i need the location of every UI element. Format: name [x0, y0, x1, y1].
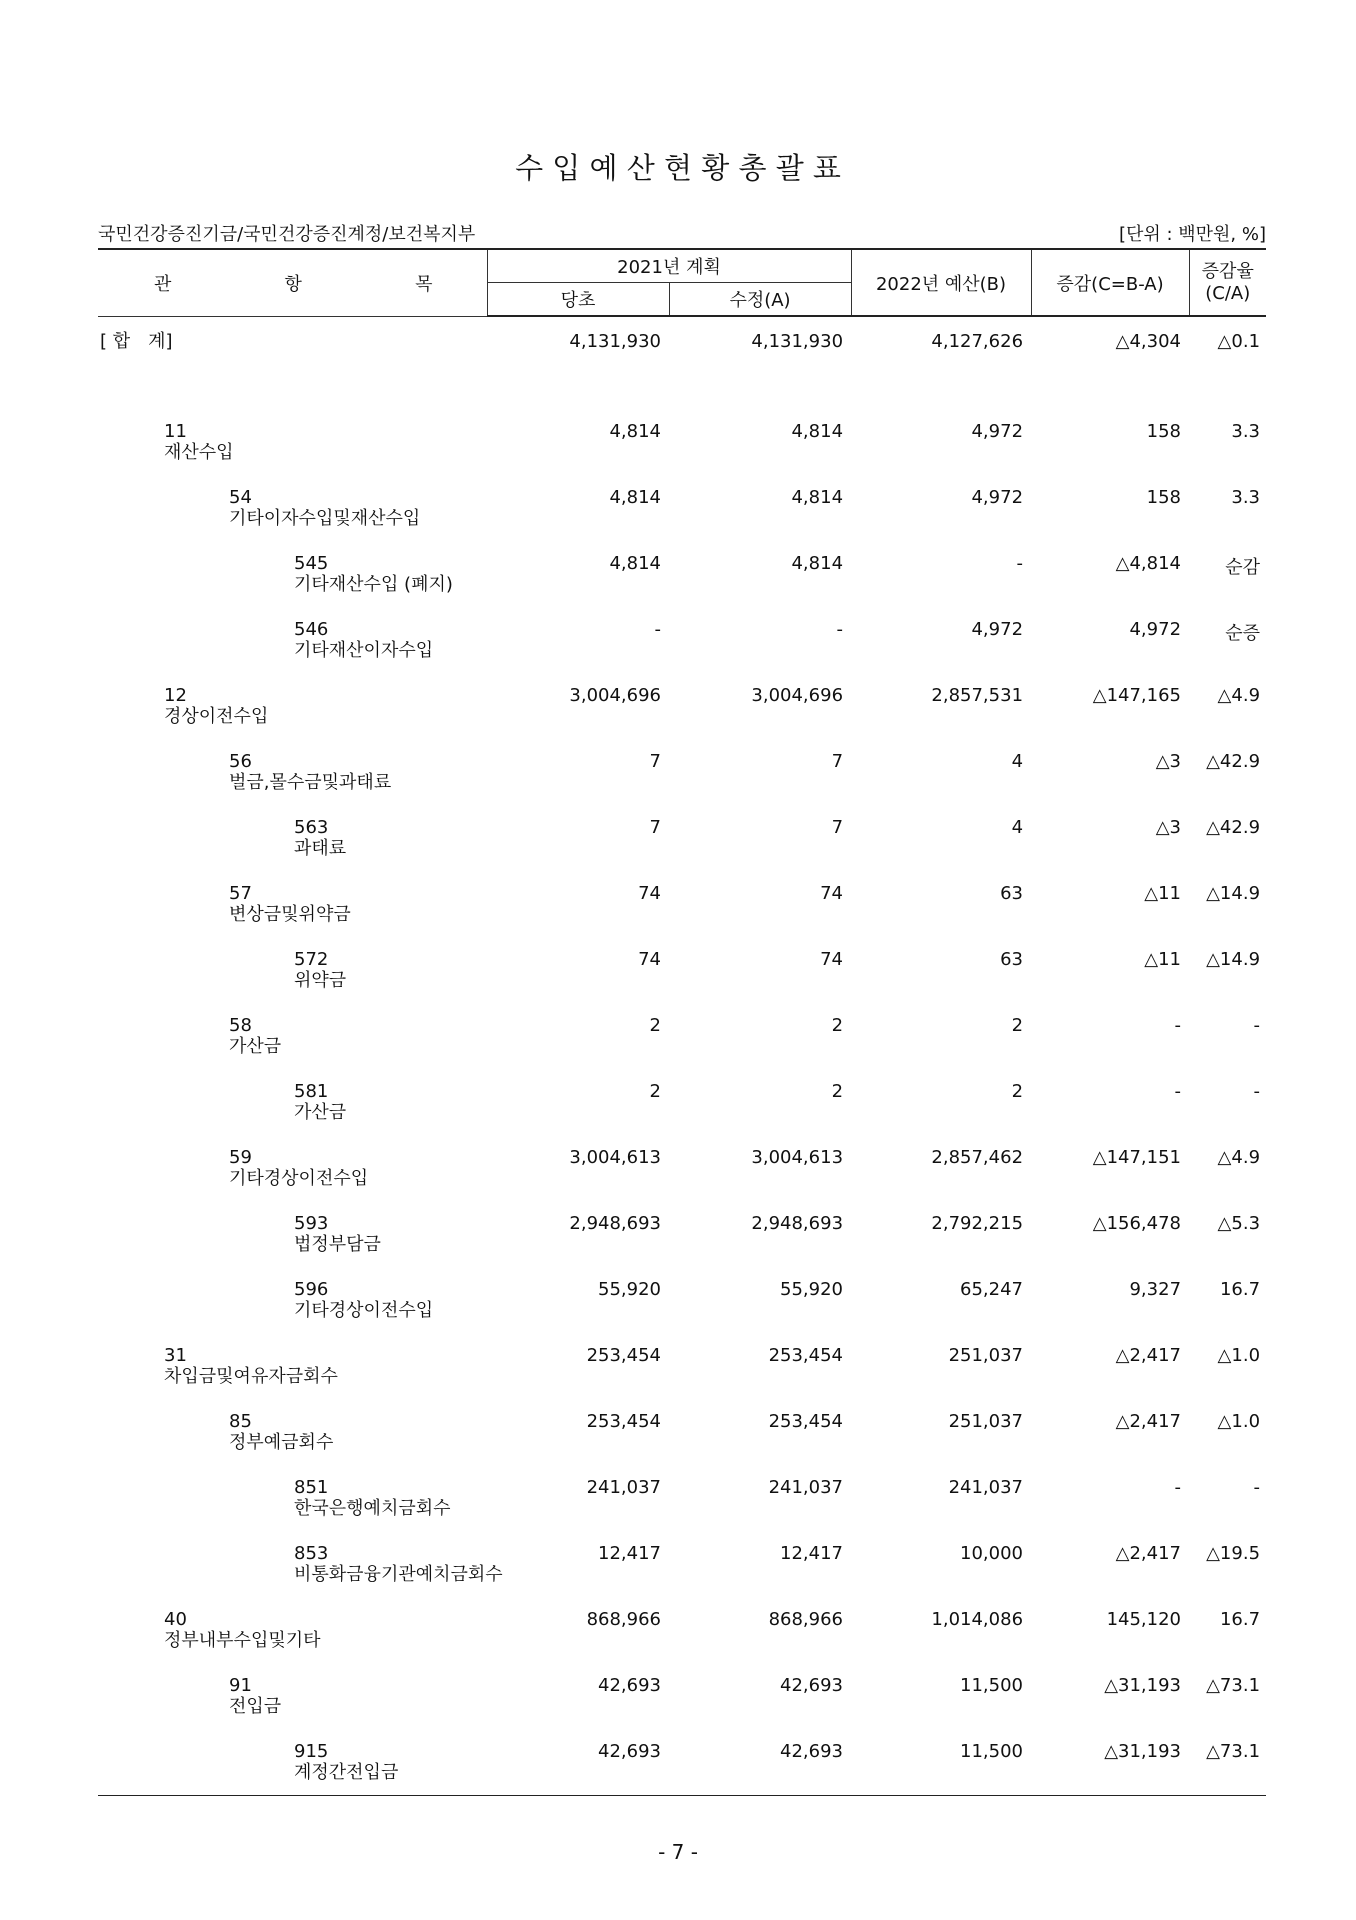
- cell-revised: 2: [831, 1015, 844, 1036]
- cell-rate: 3.3: [1231, 421, 1261, 442]
- row-classification: [98, 1133, 487, 1199]
- cell-budget: 4,972: [971, 487, 1024, 508]
- cell-budget: 63: [1000, 883, 1024, 904]
- cell-budget: 2: [1011, 1081, 1024, 1102]
- cell-revised: -: [836, 619, 844, 640]
- document-title: 수 입 예 산 현 황 총 괄 표: [515, 151, 841, 185]
- cell-budget: 65,247: [960, 1279, 1024, 1300]
- unit-note: [단위 : 백만원, %]: [1118, 224, 1266, 245]
- table-row: [98, 1265, 1266, 1331]
- header-change: 증감(C=B-A): [1031, 249, 1189, 316]
- row-label: 기타재산이자수입: [294, 640, 434, 661]
- row-code: 596: [294, 1279, 329, 1300]
- cell-change: △2,417: [1115, 1411, 1182, 1432]
- cell-change: -: [1174, 1015, 1182, 1036]
- cell-budget: 2,857,462: [931, 1147, 1024, 1168]
- cell-budget: 251,037: [948, 1345, 1024, 1366]
- cell-budget: 4,972: [971, 421, 1024, 442]
- cell-rate: △14.9: [1206, 949, 1261, 970]
- row-label: 가산금: [294, 1102, 347, 1123]
- cell-change: 145,120: [1106, 1609, 1182, 1630]
- cell-rate: △19.5: [1206, 1543, 1261, 1564]
- row-code: 853: [294, 1543, 329, 1564]
- row-classification: [98, 1595, 487, 1661]
- row-label: 가산금: [229, 1036, 282, 1057]
- cell-change: 4,972: [1129, 619, 1182, 640]
- cell-revised: 74: [820, 949, 844, 970]
- table-row: [98, 1331, 1266, 1397]
- row-label: 위약금: [294, 970, 347, 991]
- cell-original: 7: [649, 817, 661, 838]
- cell-rate: 순증: [1225, 623, 1261, 644]
- cell-rate: 순감: [1225, 557, 1261, 578]
- table-row: [98, 671, 1266, 737]
- row-classification: [98, 869, 487, 935]
- row-label: 법정부담금: [294, 1234, 381, 1255]
- cell-change: -: [1174, 1477, 1182, 1498]
- cell-original: 42,693: [487, 1727, 669, 1796]
- row-code: 31: [164, 1345, 187, 1366]
- revenue-budget-table: [98, 248, 1266, 1796]
- header-kwan: 관: [154, 273, 172, 295]
- row-code: 851: [294, 1477, 329, 1498]
- row-label: 재산수입: [164, 442, 234, 463]
- cell-budget: 2,792,215: [931, 1213, 1024, 1234]
- cell-rate: -: [1253, 1477, 1261, 1498]
- cell-change: △31,193: [1031, 1727, 1189, 1796]
- row-classification: [98, 539, 487, 605]
- row-label: 벌금,몰수금및과태료: [229, 772, 392, 793]
- cell-budget: 4,972: [971, 619, 1024, 640]
- header-revised: 수정(A): [669, 283, 851, 317]
- cell-budget: 251,037: [948, 1411, 1024, 1432]
- row-code: 58: [229, 1015, 252, 1036]
- row-code: 57: [229, 883, 252, 904]
- cell-revised: 241,037: [768, 1477, 844, 1498]
- row-classification: [98, 1727, 487, 1796]
- table-row: [98, 1727, 1266, 1796]
- header-hang: 항: [284, 273, 302, 295]
- row-code: 593: [294, 1213, 329, 1234]
- cell-budget: -: [1016, 553, 1024, 574]
- cell-original: 74: [638, 949, 661, 970]
- cell-original: 74: [638, 883, 661, 904]
- header-rate: 증감율 (C/A): [1189, 249, 1266, 316]
- cell-original: 868,966: [586, 1609, 661, 1630]
- cell-original: 3,004,696: [569, 685, 661, 706]
- cell-original: 4,814: [609, 553, 661, 574]
- cell-revised: 2: [831, 1081, 844, 1102]
- cell-rate: △42.9: [1206, 817, 1261, 838]
- cell-change: △2,417: [1115, 1543, 1182, 1564]
- cell-original: 7: [649, 751, 661, 772]
- row-code: 54: [229, 487, 252, 508]
- cell-rate: 16.7: [1219, 1279, 1261, 1300]
- cell-change: △11: [1144, 949, 1182, 970]
- table-row: [98, 935, 1266, 1001]
- header-mok: 목: [415, 273, 433, 295]
- row-classification: [98, 473, 487, 539]
- header-classification: [98, 249, 487, 316]
- cell-budget: 63: [1000, 949, 1024, 970]
- cell-revised: 4,814: [791, 421, 844, 442]
- cell-original: 253,454: [586, 1411, 661, 1432]
- row-code: 581: [294, 1081, 329, 1102]
- row-label: 과태료: [294, 838, 347, 859]
- cell-change: △3: [1155, 817, 1182, 838]
- row-classification: [98, 803, 487, 869]
- cell-original: 55,920: [598, 1279, 661, 1300]
- row-label: 정부내부수입및기타: [164, 1630, 321, 1651]
- row-label: 경상이전수입: [164, 706, 269, 727]
- cell-change: △2,417: [1115, 1345, 1182, 1366]
- total-original: 4,131,930: [569, 331, 661, 352]
- cell-budget: 11,500: [960, 1675, 1024, 1696]
- total-change: △4,304: [1115, 331, 1182, 352]
- row-code: 59: [229, 1147, 252, 1168]
- cell-revised: 868,966: [768, 1609, 844, 1630]
- row-label: 변상금및위약금: [229, 904, 351, 925]
- cell-change: 158: [1146, 487, 1182, 508]
- table-row: [98, 1661, 1266, 1727]
- cell-original: 4,814: [609, 487, 661, 508]
- header-plan-2021: 2021년 계획: [487, 249, 851, 283]
- cell-revised: 3,004,613: [751, 1147, 844, 1168]
- cell-change: △11: [1144, 883, 1182, 904]
- row-code: 545: [294, 553, 329, 574]
- cell-revised: 4,814: [791, 553, 844, 574]
- cell-original: 2: [649, 1015, 661, 1036]
- row-code: 915: [294, 1741, 329, 1762]
- cell-original: 12,417: [598, 1543, 661, 1564]
- row-classification: [98, 671, 487, 737]
- header-original: 당초: [487, 283, 669, 317]
- table-row: [98, 1199, 1266, 1265]
- cell-budget: 4: [1011, 751, 1024, 772]
- row-classification: [98, 1463, 487, 1529]
- table-row: [98, 1067, 1266, 1133]
- table-row: [98, 605, 1266, 671]
- header-budget-2022: 2022년 예산(B): [851, 249, 1031, 316]
- cell-revised: 4,814: [791, 487, 844, 508]
- row-classification: [98, 1001, 487, 1067]
- cell-original: -: [654, 619, 661, 640]
- cell-budget: 2,857,531: [931, 685, 1024, 706]
- cell-rate: △5.3: [1217, 1213, 1261, 1234]
- total-budget: 4,127,626: [931, 331, 1024, 352]
- cell-budget: 1,014,086: [931, 1609, 1024, 1630]
- cell-rate: -: [1253, 1015, 1261, 1036]
- table-row: [98, 539, 1266, 605]
- cell-rate: -: [1253, 1081, 1261, 1102]
- cell-rate: 16.7: [1219, 1609, 1261, 1630]
- table-row: [98, 1133, 1266, 1199]
- cell-original: 3,004,613: [569, 1147, 661, 1168]
- cell-revised: 7: [831, 751, 844, 772]
- cell-revised: 42,693: [780, 1675, 844, 1696]
- table-row: [98, 1595, 1266, 1661]
- cell-change: -: [1174, 1081, 1182, 1102]
- total-revised: 4,131,930: [751, 331, 844, 352]
- cell-rate: △42.9: [1206, 751, 1261, 772]
- row-classification: [98, 1265, 487, 1331]
- row-code: 40: [164, 1609, 187, 1630]
- row-classification: [98, 1661, 487, 1727]
- row-classification: [98, 737, 487, 803]
- row-code: 91: [229, 1675, 252, 1696]
- cell-original: 253,454: [586, 1345, 661, 1366]
- row-label: 한국은행예치금회수: [294, 1498, 451, 1519]
- row-classification: [98, 1199, 487, 1265]
- cell-rate: △73.1: [1189, 1727, 1266, 1796]
- fund-path: 국민건강증진기금/국민건강증진계정/보건복지부: [98, 224, 476, 245]
- row-label: 기타경상이전수입: [229, 1168, 369, 1189]
- total-label: [ 합 계]: [100, 330, 173, 352]
- cell-revised: 12,417: [780, 1543, 844, 1564]
- row-classification: [98, 1397, 487, 1463]
- row-classification: [98, 935, 487, 1001]
- table-row: [98, 869, 1266, 935]
- cell-revised: 253,454: [768, 1411, 844, 1432]
- table-row: [98, 1463, 1266, 1529]
- table-row: [98, 407, 1266, 473]
- table-row: [98, 1001, 1266, 1067]
- row-label: 기타이자수입및재산수입: [229, 508, 421, 529]
- cell-budget: 10,000: [960, 1543, 1024, 1564]
- cell-revised: 2,948,693: [751, 1213, 844, 1234]
- row-classification: [98, 1067, 487, 1133]
- cell-rate: △1.0: [1217, 1345, 1261, 1366]
- cell-revised: 55,920: [780, 1279, 844, 1300]
- cell-change: △147,151: [1092, 1147, 1182, 1168]
- table-row: [98, 1397, 1266, 1463]
- table-row: [98, 737, 1266, 803]
- cell-revised: 253,454: [768, 1345, 844, 1366]
- row-label: 차입금및여유자금회수: [164, 1366, 338, 1387]
- row-classification: [98, 605, 487, 671]
- row-code: 56: [229, 751, 252, 772]
- cell-budget: 4: [1011, 817, 1024, 838]
- row-classification: [98, 1529, 503, 1595]
- cell-change: 158: [1146, 421, 1182, 442]
- row-code: 85: [229, 1411, 252, 1432]
- total-row: [98, 316, 1266, 393]
- cell-original: 4,814: [609, 421, 661, 442]
- row-label: 전입금: [229, 1696, 282, 1717]
- row-label: 기타재산수입 (폐지): [294, 574, 453, 595]
- page-number: - 7 -: [658, 1840, 698, 1864]
- row-label: 기타경상이전수입: [294, 1300, 434, 1321]
- cell-revised: 3,004,696: [751, 685, 844, 706]
- cell-original: 241,037: [586, 1477, 661, 1498]
- cell-change: △3: [1155, 751, 1182, 772]
- cell-rate: △4.9: [1217, 1147, 1261, 1168]
- cell-revised: 42,693: [669, 1727, 851, 1796]
- row-label: 정부예금회수: [229, 1432, 334, 1453]
- row-code: 563: [294, 817, 329, 838]
- row-classification: [98, 407, 487, 473]
- cell-change: △31,193: [1104, 1675, 1182, 1696]
- cell-original: 2: [649, 1081, 661, 1102]
- cell-rate: △4.9: [1217, 685, 1261, 706]
- cell-change: △4,814: [1115, 553, 1182, 574]
- table-row: [98, 803, 1266, 869]
- row-code: 12: [164, 685, 187, 706]
- cell-original: 42,693: [598, 1675, 661, 1696]
- cell-rate: △14.9: [1206, 883, 1261, 904]
- cell-change: 9,327: [1129, 1279, 1182, 1300]
- row-label: 계정간전입금: [294, 1762, 399, 1783]
- cell-rate: △73.1: [1206, 1675, 1261, 1696]
- cell-change: △147,165: [1092, 685, 1182, 706]
- cell-budget: 241,037: [948, 1477, 1024, 1498]
- row-code: 546: [294, 619, 329, 640]
- cell-original: 2,948,693: [569, 1213, 661, 1234]
- cell-rate: 3.3: [1231, 487, 1261, 508]
- cell-rate: △1.0: [1217, 1411, 1261, 1432]
- table-row: [98, 1529, 1266, 1595]
- total-rate: △0.1: [1217, 331, 1261, 352]
- cell-budget: 11,500: [851, 1727, 1031, 1796]
- row-code: 572: [294, 949, 329, 970]
- row-classification: [98, 1331, 487, 1397]
- cell-revised: 7: [831, 817, 844, 838]
- table-row: [98, 473, 1266, 539]
- row-code: 11: [164, 421, 187, 442]
- cell-change: △156,478: [1092, 1213, 1182, 1234]
- cell-budget: 2: [1011, 1015, 1024, 1036]
- cell-revised: 74: [820, 883, 844, 904]
- row-label: 비통화금융기관예치금회수: [294, 1564, 503, 1585]
